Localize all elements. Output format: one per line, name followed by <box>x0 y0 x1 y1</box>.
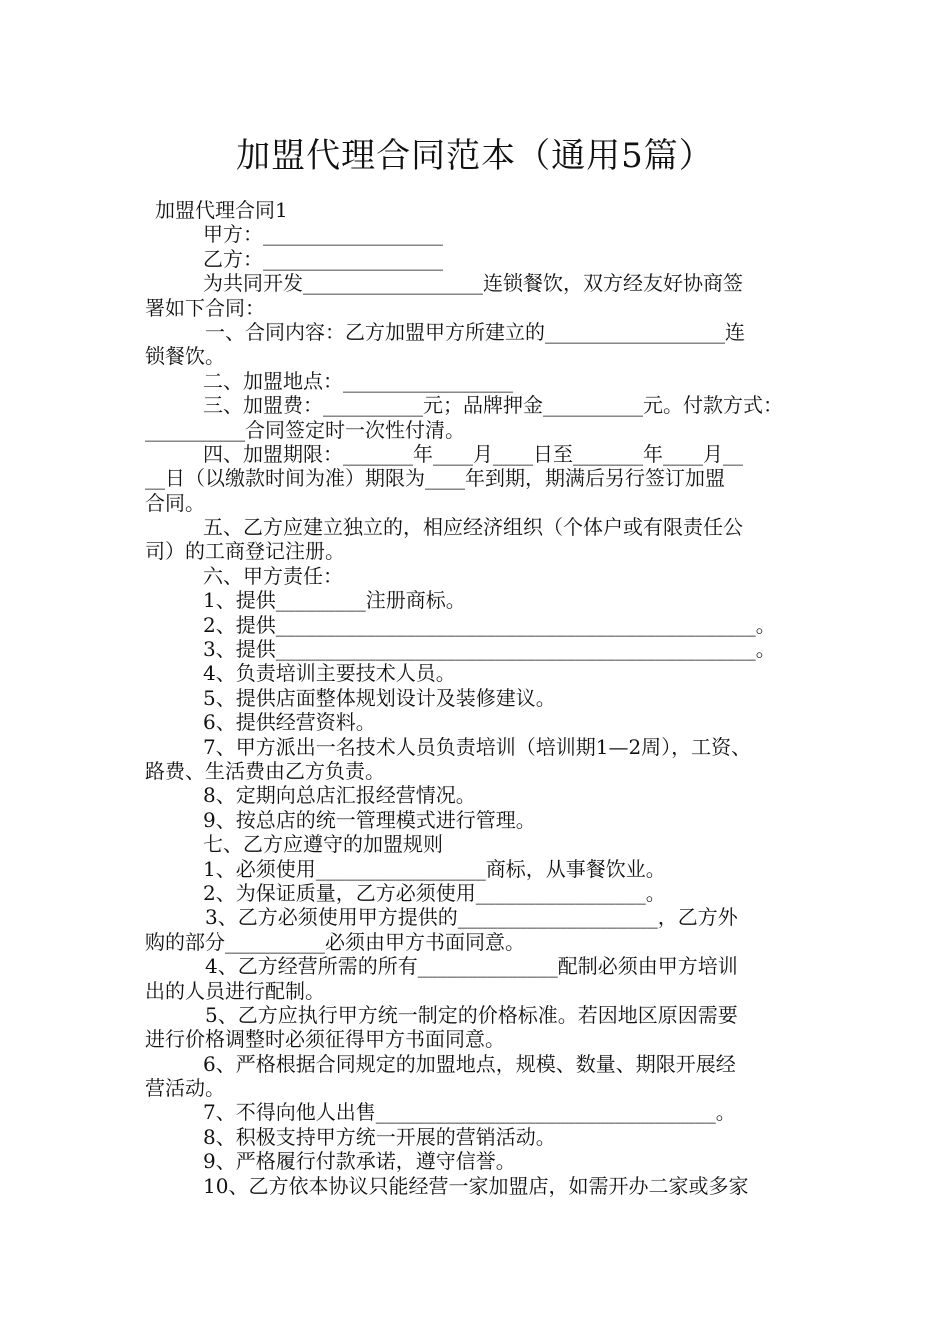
document-line: 司）的工商登记注册。 <box>145 539 345 564</box>
document-line: 甲方：__________________ <box>203 222 443 247</box>
document-line: 六、甲方责任： <box>203 563 343 588</box>
document-line: 4、负责培训主要技术人员。 <box>203 661 456 686</box>
document-line: 7、不得向他人出售__________________________________。 <box>203 1100 736 1125</box>
document-line: __________合同签定时一次性付清。 <box>145 417 465 442</box>
document-line: 购的部分__________必须由甲方书面同意。 <box>145 929 525 954</box>
document-line: 2、为保证质量，乙方必须使用_________________。 <box>203 880 666 905</box>
document-line: __日（以缴款时间为准）期限为____年到期，期满后另行签订加盟 <box>145 466 725 491</box>
document-line: 路费、生活费由乙方负责。 <box>145 758 385 783</box>
document-line: 三、加盟费：__________元；品牌押金__________元。付款方式： <box>203 393 783 418</box>
document-line: 5、乙方应执行甲方统一制定的价格标准。若因地区原因需要 <box>205 1002 738 1027</box>
document-line: 四、加盟期限：_______年____月____日至_______年____月__ <box>203 441 743 466</box>
document-line: 为共同开发__________________连锁餐饮，双方经友好协商签 <box>203 271 743 296</box>
document-body <box>145 198 813 1198</box>
document-line: 7、甲方派出一名技术人员负责培训（培训期1—2周），工资、 <box>203 734 752 759</box>
document-line: 1、提供_________注册商标。 <box>203 588 466 613</box>
document-line: 锁餐饮。 <box>145 344 225 369</box>
document-line: 5、提供店面整体规划设计及装修建议。 <box>203 685 556 710</box>
document-line: 9、严格履行付款承诺，遵守信誉。 <box>203 1149 516 1174</box>
document-line: 9、按总店的统一管理模式进行管理。 <box>203 807 536 832</box>
document-line: 七、乙方应遵守的加盟规则 <box>203 832 443 857</box>
document-title: 加盟代理合同范本（通用5篇） <box>236 136 714 176</box>
document-line: 出的人员进行配制。 <box>145 978 325 1003</box>
document-line: 署如下合同： <box>145 295 265 320</box>
document-line: 6、提供经营资料。 <box>203 710 376 735</box>
document-line: 二、加盟地点：_________________ <box>203 368 513 393</box>
document-line: 加盟代理合同1 <box>155 198 288 222</box>
document-line: 4、乙方经营所需的所有______________配制必须由甲方培训 <box>205 954 738 979</box>
document-line: 营活动。 <box>145 1076 225 1101</box>
document-line: 1、必须使用_________________商标，从事餐饮业。 <box>203 856 666 881</box>
document-line: 8、定期向总店汇报经营情况。 <box>203 783 476 808</box>
document-line: 3、提供________________________________________________。 <box>203 637 776 662</box>
document-line: 一、合同内容：乙方加盟甲方所建立的__________________连 <box>205 319 745 344</box>
document-line: 五、乙方应建立独立的，相应经济组织（个体户或有限责任公 <box>203 515 743 540</box>
document-line: 8、积极支持甲方统一开展的营销活动。 <box>203 1124 556 1149</box>
document-line: 10、乙方依本协议只能经营一家加盟店，如需开办二家或多家 <box>203 1173 749 1198</box>
document-line: 3、乙方必须使用甲方提供的____________________，乙方外 <box>205 905 738 930</box>
document-line: 进行价格调整时必须征得甲方书面同意。 <box>145 1027 505 1052</box>
document-line: 2、提供________________________________________________。 <box>203 612 776 637</box>
document-line: 6、严格根据合同规定的加盟地点，规模、数量、期限开展经 <box>203 1051 736 1076</box>
document-line: 合同。 <box>145 490 205 515</box>
document-line: 乙方：__________________ <box>203 246 443 271</box>
